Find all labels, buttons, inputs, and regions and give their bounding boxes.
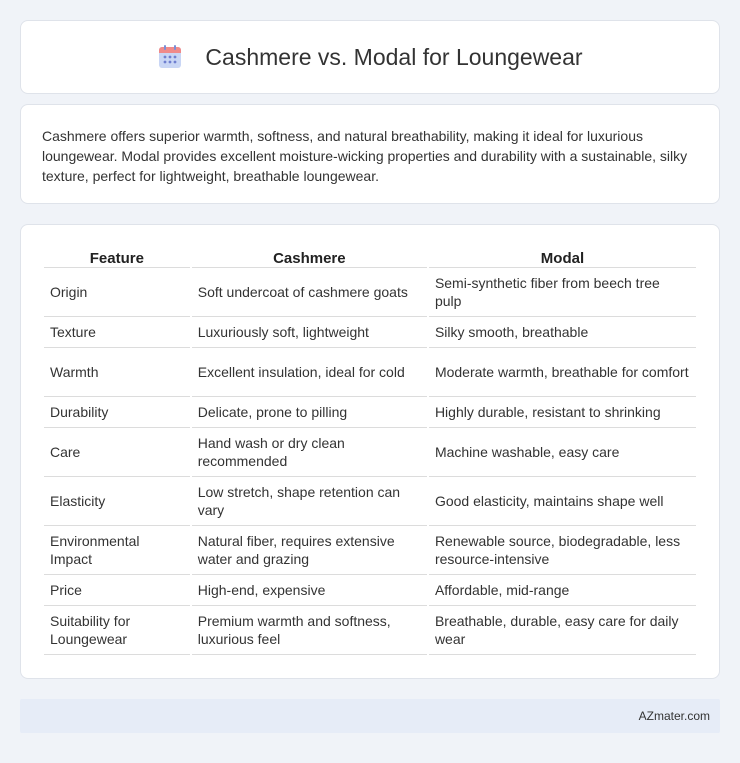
feature-cell: Care bbox=[44, 428, 190, 477]
table-row bbox=[44, 397, 696, 428]
cashmere-cell: Delicate, prone to pilling bbox=[192, 397, 427, 428]
header-feature: Feature bbox=[44, 246, 190, 268]
cashmere-cell: Excellent insulation, ideal for cold bbox=[192, 348, 427, 397]
page-title: Cashmere vs. Modal for Loungewear bbox=[205, 43, 583, 70]
table-row bbox=[44, 348, 696, 397]
table-row bbox=[44, 575, 696, 606]
table-row bbox=[44, 428, 696, 477]
cashmere-cell: Luxuriously soft, lightweight bbox=[192, 317, 427, 348]
feature-cell: Texture bbox=[44, 317, 190, 348]
table-row bbox=[44, 317, 696, 348]
feature-cell: Warmth bbox=[44, 348, 190, 397]
modal-cell: Good elasticity, maintains shape well bbox=[429, 477, 696, 526]
modal-cell: Semi-synthetic fiber from beech tree pulp bbox=[429, 268, 696, 317]
feature-cell: Environmental Impact bbox=[44, 526, 190, 575]
comparison-table-card bbox=[20, 224, 720, 679]
table-row bbox=[44, 606, 696, 655]
table-header-row bbox=[44, 246, 696, 268]
table-row bbox=[44, 526, 696, 575]
modal-cell: Silky smooth, breathable bbox=[429, 317, 696, 348]
header-modal: Modal bbox=[429, 246, 696, 268]
header-cashmere: Cashmere bbox=[192, 246, 427, 268]
modal-cell: Machine washable, easy care bbox=[429, 428, 696, 477]
modal-cell: Highly durable, resistant to shrinking bbox=[429, 397, 696, 428]
summary-card bbox=[20, 104, 720, 204]
summary-text: Cashmere offers superior warmth, softness, and natural breathability, making it ideal for luxurious loungewear. Modal provides excellent moisture-wicking properties and durability with a sustainable, silky texture, perfect for lightweight, breathable loungewear. bbox=[42, 128, 688, 184]
cashmere-cell: Natural fiber, requires extensive water and grazing bbox=[192, 526, 427, 575]
feature-cell: Origin bbox=[44, 268, 190, 317]
footer-brand[interactable]: AZmater.com bbox=[638, 709, 710, 723]
calendar-icon bbox=[157, 44, 183, 70]
modal-cell: Renewable source, biodegradable, less resource-intensive bbox=[429, 526, 696, 575]
table-row bbox=[44, 268, 696, 317]
cashmere-cell: Hand wash or dry clean recommended bbox=[192, 428, 427, 477]
feature-cell: Elasticity bbox=[44, 477, 190, 526]
feature-cell: Price bbox=[44, 575, 190, 606]
feature-cell: Durability bbox=[44, 397, 190, 428]
modal-cell: Breathable, durable, easy care for daily wear bbox=[429, 606, 696, 655]
cashmere-cell: Premium warmth and softness, luxurious feel bbox=[192, 606, 427, 655]
footer bbox=[20, 699, 720, 733]
cashmere-cell: Soft undercoat of cashmere goats bbox=[192, 268, 427, 317]
title-card bbox=[20, 20, 720, 94]
comparison-table bbox=[42, 246, 698, 655]
cashmere-cell: High-end, expensive bbox=[192, 575, 427, 606]
modal-cell: Affordable, mid-range bbox=[429, 575, 696, 606]
modal-cell: Moderate warmth, breathable for comfort bbox=[429, 348, 696, 397]
table-row bbox=[44, 477, 696, 526]
cashmere-cell: Low stretch, shape retention can vary bbox=[192, 477, 427, 526]
feature-cell: Suitability for Loungewear bbox=[44, 606, 190, 655]
